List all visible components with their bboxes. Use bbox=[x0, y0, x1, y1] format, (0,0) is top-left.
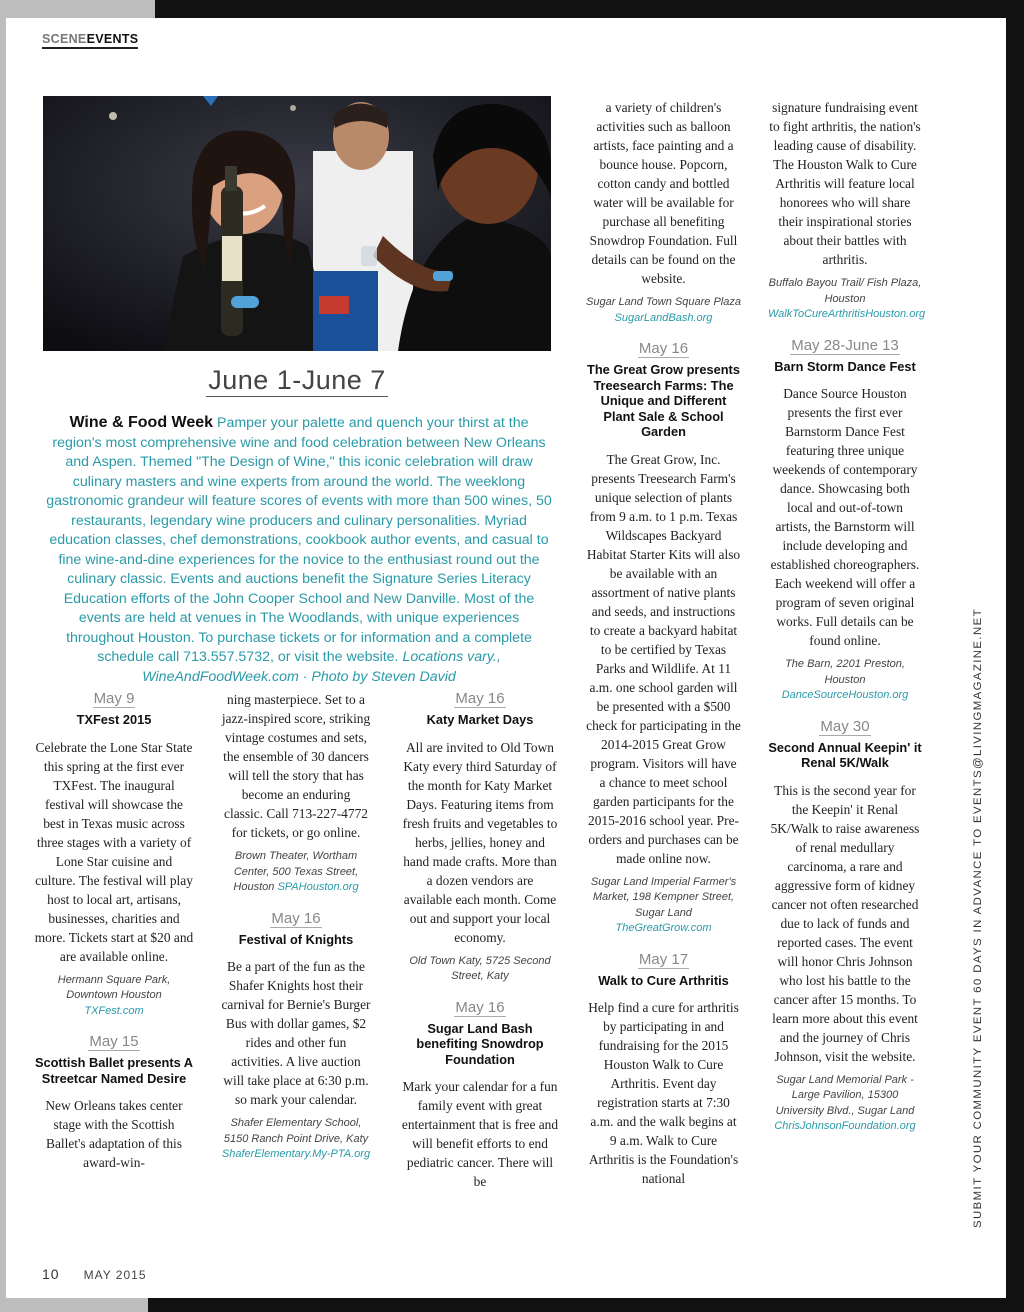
event-date bbox=[401, 690, 559, 707]
feature-title: Wine & Food Week bbox=[69, 414, 214, 431]
event-title: Barn Storm Dance Fest bbox=[774, 358, 916, 374]
issue-date: MAY 2015 bbox=[83, 1268, 147, 1282]
event-body-continued: signature fundraising event to fight arthritis, the nation's leading cause of disability. The Houston Walk to Cure Arthritis will feature local honorees who will share their inspirational stories about their battles with arthritis. bbox=[769, 100, 921, 267]
event-body: Mark your calendar for a fun family event with great entertainment that is free and will benefit efforts to end pediatric cancer. There will be bbox=[401, 1079, 559, 1189]
event-date bbox=[586, 340, 741, 357]
event-venue bbox=[768, 276, 926, 323]
event-date-text: May 16 bbox=[455, 998, 505, 1016]
event-title: Sugar Land Bash benefiting Snowdrop Foundation bbox=[416, 1020, 544, 1067]
event-venue-text: Sugar Land Town Square Plaza bbox=[586, 296, 741, 308]
event-date bbox=[768, 337, 922, 354]
event-venue-text: Brown Theater, Wortham Center, 500 Texas Street, Houston bbox=[233, 850, 359, 893]
event-venue bbox=[586, 875, 741, 937]
magazine-page bbox=[6, 18, 1006, 1298]
event-venue bbox=[34, 973, 194, 1020]
event-title: Festival of Knights bbox=[238, 931, 354, 947]
column-3 bbox=[401, 690, 559, 1191]
week-heading bbox=[43, 365, 551, 396]
event-date-text: May 16 bbox=[455, 690, 505, 707]
submission-note: SUBMIT YOUR COMMUNITY EVENT 60 DAYS IN ADVANCE TO EVENTS@LIVINGMAGAZINE.NET bbox=[972, 608, 984, 1228]
section-tag-events: EVENTS bbox=[86, 32, 139, 46]
event-venue-text: Sugar Land Imperial Farmer's Market, 198 Kempner Street, Sugar Land bbox=[590, 875, 737, 919]
event-date-text: May 9 bbox=[93, 690, 135, 707]
feature-event bbox=[43, 413, 555, 687]
section-tag bbox=[42, 32, 138, 49]
event-link[interactable]: WalkToCureArthritisHouston.org bbox=[768, 308, 926, 320]
event-body: The Great Grow, Inc. presents Treesearch Farm's unique selection of plants from 9 a.m. to 1 p.m. Texas Wildscapes Backyard Habitat Starter Kits will also be available with an assortment of native plants and seeds, and instructions to create a backyard habitat to be certified by Texas Parks and Wildlife. At 11 a.m. one school garden will be presented with a $500 check for participating in the 2014-2015 Great Grow program. Visitors will have a chance to meet school garden participants for the 2015-2016 school year. Pre-orders and purchases can be made online now. bbox=[586, 451, 741, 866]
event-date-text: May 28-June 13 bbox=[791, 336, 899, 354]
event-venue-text: The Barn, 2201 Preston, Houston bbox=[785, 658, 905, 686]
event-link[interactable]: SugarLandBash.org bbox=[614, 311, 713, 324]
event-title: Walk to Cure Arthritis bbox=[598, 972, 729, 988]
event-link[interactable]: TXFest.com bbox=[84, 1004, 144, 1017]
event-date-text: May 17 bbox=[638, 950, 689, 968]
week-heading-text: June 1-June 7 bbox=[208, 365, 386, 395]
frame-bottom-accent bbox=[0, 1298, 148, 1312]
event-title: The Great Grow presents Treesearch Farms: The Unique and Different Plant Sale & School Garden bbox=[587, 362, 740, 439]
event-body: Dance Source Houston presents the first ever Barnstorm Dance Fest featuring three unique weekends of contemporary dance. Showcasing both local and out-of-town artists, the Barnstorm will include developing and established choreographers. Each weekend will offer a program of seven original works. Full details can be found online. bbox=[770, 386, 920, 648]
event-link[interactable]: ChrisJohnsonFoundation.org bbox=[774, 1120, 916, 1132]
event-title: TXFest 2015 bbox=[76, 712, 152, 727]
feature-body: Pamper your palette and quench your thirst at the region's most comprehensive wine and food celebration between New Orleans and Aspen. Themed "The Design of Wine," this iconic celebration will draw culinary masters and wine experts from around the world. The weeklong gastronomic grandeur will feature scores of events with more than 500 wines, 50 restaurants, legendary wine producers and culinary personalities. Myriad education classes, chef demonstrations, cookbook author events, and casual to fine wine-and-dine experiences for the novice to the enthusiast round out the culinary classic. Events and auctions benefit the Signature Series Literacy Education efforts of the John Cooper School and New Danville. Most of the events are held at venues in The Woodlands, with unique experiences throughout Houston. To purchase tickets or for information and a complete schedule call 713.557.5732, or visit the website. bbox=[46, 415, 552, 665]
event-date-text: May 15 bbox=[89, 1033, 139, 1050]
column-1 bbox=[34, 690, 194, 1172]
feature-credit: Locations vary., WineAndFoodWeek.com · Photo by Steven David bbox=[142, 649, 501, 685]
event-title: Katy Market Days bbox=[426, 712, 534, 727]
event-venue-text: Hermann Square Park, Downtown Houston bbox=[57, 973, 171, 1001]
event-body: Celebrate the Lone Star State this spring at the first ever TXFest. The inaugural festival will showcase the best in Texas music across three stages with a variety of Lone Star cuisine and culture. The festival will play host to local art, artisans, businesses, charities and more. Tickets start at $20 and are available online. bbox=[34, 739, 194, 964]
event-body: Be a part of the fun as the Shafer Knights host their carnival for Bernie's Burger Bus with dollar games, $2 rides and other fun activities. A live auction will take place at 6:30 p.m. so mark your calendar. bbox=[221, 959, 371, 1107]
event-venue: Old Town Katy, 5725 Second Street, Katy bbox=[409, 954, 551, 982]
event-link[interactable]: ShaferElementary.My-PTA.org bbox=[221, 1148, 371, 1160]
event-date bbox=[34, 1033, 194, 1050]
event-venue bbox=[768, 657, 922, 704]
frame-bottom bbox=[0, 1298, 1024, 1312]
page-number: 10 bbox=[42, 1266, 60, 1282]
event-date bbox=[768, 718, 922, 735]
event-date-text: May 16 bbox=[271, 909, 321, 927]
event-link[interactable]: DanceSourceHouston.org bbox=[781, 689, 909, 701]
section-tag-scene: SCENE bbox=[42, 32, 87, 46]
event-link[interactable]: SPAHouston.org bbox=[277, 881, 359, 893]
event-body: Help find a cure for arthritis by participating in and fundraising for the 2015 Houston Walk to Cure Arthritis. Event day registration starts at 7:30 a.m. and the walk begins at 9 a.m. Walk to Cure Arthritis is the Foundation's national bbox=[588, 1000, 739, 1186]
event-venue bbox=[586, 295, 741, 326]
column-4 bbox=[586, 98, 741, 1188]
event-venue-text: Buffalo Bayou Trail/ Fish Plaza, Houston bbox=[768, 277, 922, 305]
event-venue bbox=[221, 1116, 371, 1163]
frame-top-accent bbox=[0, 0, 155, 18]
event-link[interactable]: TheGreatGrow.com bbox=[615, 922, 712, 934]
event-body: All are invited to Old Town Katy every third Saturday of the month for Katy Market Days. Featuring items from fresh fruits and vegetables to herbs, jellies, honey and hand made crafts. More than a dozen vendors are available each month. Come out and support your local economy. bbox=[402, 739, 558, 945]
event-body: This is the second year for the Keepin' it Renal 5K/Walk to raise awareness of renal medullary carcinoma, a rare and aggressive form of kidney cancer not often researched due to lack of funds and reported cases. The event will honor Chris Johnson who lost his battle to the cancer after 15 months. To learn more about this event and the journey of Chris Johnson, visit the website. bbox=[770, 782, 920, 1064]
event-venue-text: Sugar Land Memorial Park - Large Pavilion, 15300 University Blvd., Sugar Land bbox=[775, 1073, 915, 1117]
event-date bbox=[221, 910, 371, 927]
event-venue bbox=[768, 1073, 922, 1135]
event-body-continued: ning masterpiece. Set to a jazz-inspired score, striking vintage costumes and sets, the ensemble of 30 dancers will tell the story that has become an enduring classic. Call 713-227-4772 for tickets, or go online. bbox=[221, 692, 371, 840]
event-venue bbox=[221, 849, 371, 896]
event-date-text: May 16 bbox=[638, 340, 689, 357]
page-footer bbox=[42, 1266, 147, 1282]
event-date bbox=[586, 951, 741, 968]
column-2 bbox=[221, 690, 371, 1163]
event-date bbox=[401, 999, 559, 1016]
event-body-continued: a variety of children's activities such as balloon artists, face painting and a bounce house. Popcorn, cotton candy and bottled water will be available for purchase all benefiting Snowdrop Foundation. Full details can be found on the website. bbox=[589, 100, 738, 286]
event-venue-text: Shafer Elementary School, 5150 Ranch Point Drive, Katy bbox=[223, 1117, 369, 1145]
column-5 bbox=[768, 98, 926, 1135]
frame-right bbox=[1006, 0, 1024, 1312]
event-title: Scottish Ballet presents A Streetcar Named Desire bbox=[34, 1055, 194, 1086]
event-title: Second Annual Keepin' it Renal 5K/Walk bbox=[768, 739, 922, 770]
event-photo bbox=[43, 96, 551, 351]
event-body: New Orleans takes center stage with the Scottish Ballet's adaptation of this award-win- bbox=[45, 1098, 183, 1170]
event-date bbox=[34, 690, 194, 707]
event-date-text: May 30 bbox=[820, 717, 870, 735]
